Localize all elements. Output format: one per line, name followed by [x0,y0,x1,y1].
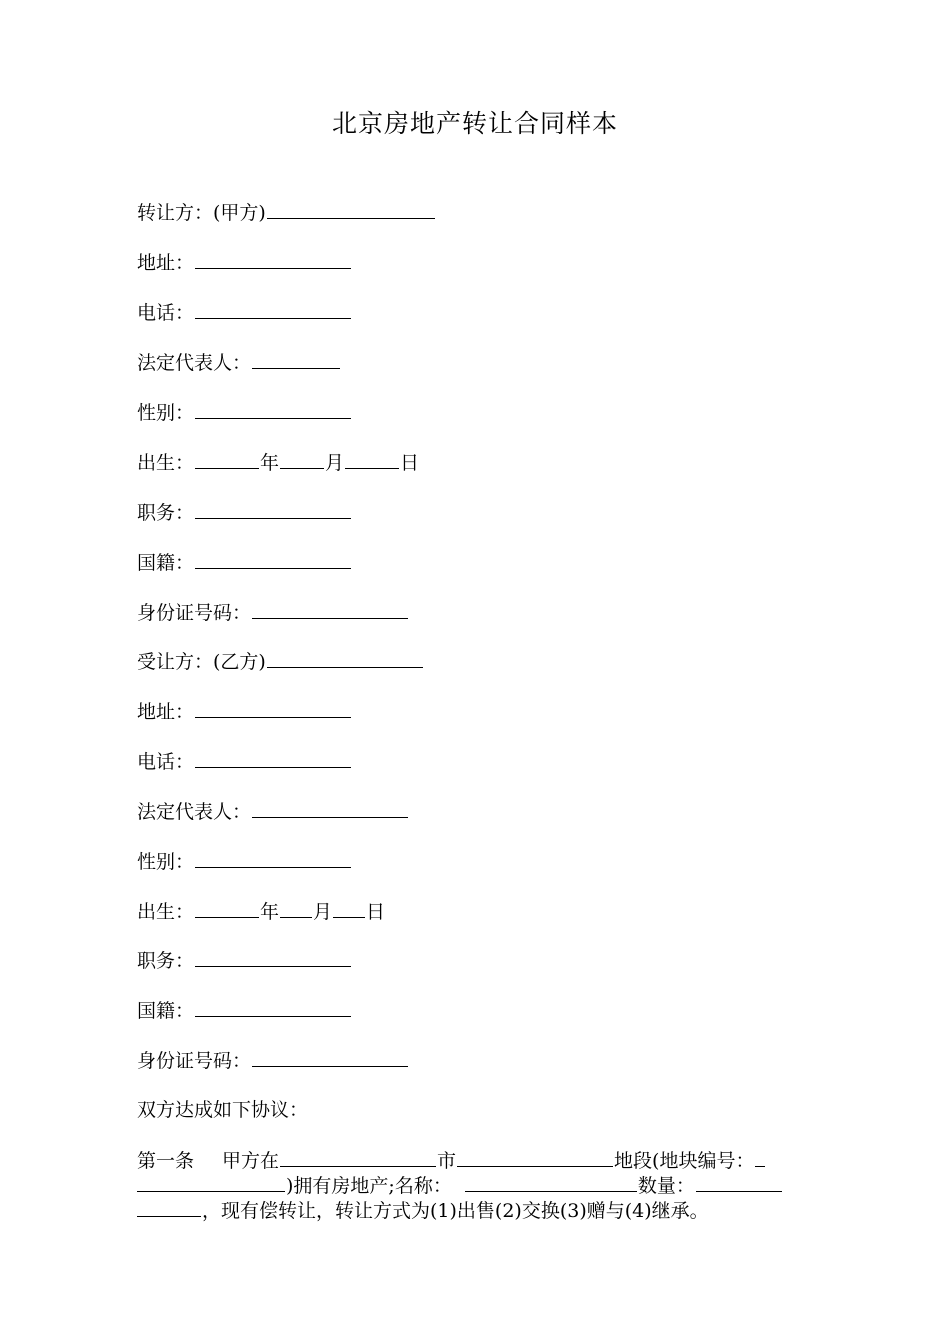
blank-field[interactable] [252,598,408,619]
article-1 [137,1146,817,1221]
blank-district[interactable] [457,1146,613,1167]
day-label: 日 [366,901,386,923]
blank-field[interactable] [195,996,351,1017]
year-label: 年 [260,452,280,474]
blank-field[interactable] [267,647,423,668]
line-id-a [137,598,409,627]
blank-field[interactable] [195,398,351,419]
label: 职务： [137,502,195,524]
label: 转让方：(甲方) [137,202,266,224]
blank-field[interactable] [195,248,351,269]
article-1-line-1 [137,1146,817,1171]
blank-plot-number-cont[interactable] [137,1171,285,1192]
label: 出生： [137,452,195,474]
blank-field[interactable] [195,498,351,519]
article-text: 地段(地块编号： [614,1150,755,1172]
month-label: 月 [325,452,345,474]
blank-month[interactable] [280,448,324,469]
line-birth-a [137,448,419,477]
line-birth-b [137,897,385,926]
blank-city[interactable] [280,1146,436,1167]
blank-field[interactable] [195,298,351,319]
line-position-b [137,946,352,975]
label: 电话： [137,302,195,324]
line-position-a [137,498,352,527]
line-address-a [137,248,352,277]
line-legal-rep-b [137,797,409,826]
article-heading: 第一条 [137,1150,195,1172]
blank-quantity-cont[interactable] [137,1196,201,1217]
year-label: 年 [260,901,280,923]
blank-field[interactable] [252,1046,408,1067]
blank-field[interactable] [267,198,435,219]
agreement-intro: 双方达成如下协议： [137,1099,309,1121]
article-text: 甲方在 [222,1150,280,1172]
line-phone-b [137,747,352,776]
blank-field[interactable] [195,548,351,569]
label: 身份证号码： [137,1050,252,1072]
article-1-line-3 [137,1196,817,1221]
blank-year[interactable] [195,448,259,469]
month-label: 月 [313,901,333,923]
label: 性别： [137,402,195,424]
blank-year[interactable] [195,897,259,918]
blank-plot-number[interactable] [755,1146,765,1167]
article-text: 数量： [637,1175,695,1197]
label: 法定代表人： [137,801,252,823]
line-gender-b [137,847,352,876]
line-nationality-a [137,548,352,577]
label: 地址： [137,252,195,274]
blank-field[interactable] [252,348,340,369]
blank-month[interactable] [280,897,312,918]
label: 国籍： [137,552,195,574]
article-1-line-2 [137,1171,817,1196]
label: 受让方：(乙方) [137,651,266,673]
line-transferor [137,198,436,227]
line-phone-a [137,298,352,327]
label: 出生： [137,901,195,923]
article-text: 市 [437,1150,457,1172]
line-id-b [137,1046,409,1075]
label: 身份证号码： [137,602,252,624]
label: 国籍： [137,1000,195,1022]
label: 电话： [137,751,195,773]
label: 地址： [137,701,195,723]
blank-field[interactable] [195,747,351,768]
blank-field[interactable] [252,797,408,818]
document-title: 北京房地产转让合同样本 [331,109,618,138]
blank-field[interactable] [195,697,351,718]
line-transferee [137,647,424,676]
day-label: 日 [400,452,420,474]
label: 职务： [137,950,195,972]
blank-field[interactable] [195,847,351,868]
blank-quantity[interactable] [696,1171,782,1192]
line-legal-rep-a [137,348,341,377]
line-nationality-b [137,996,352,1025]
blank-day[interactable] [345,448,399,469]
article-text: ，现有偿转让，转让方式为(1)出售(2)交换(3)赠与(4)继承。 [202,1200,709,1222]
line-gender-a [137,398,352,427]
line-address-b [137,697,352,726]
blank-field[interactable] [195,946,351,967]
label: 性别： [137,851,195,873]
label: 法定代表人： [137,352,252,374]
blank-day[interactable] [333,897,365,918]
article-text: )拥有房地产;名称： [286,1175,452,1197]
blank-name[interactable] [465,1171,637,1192]
